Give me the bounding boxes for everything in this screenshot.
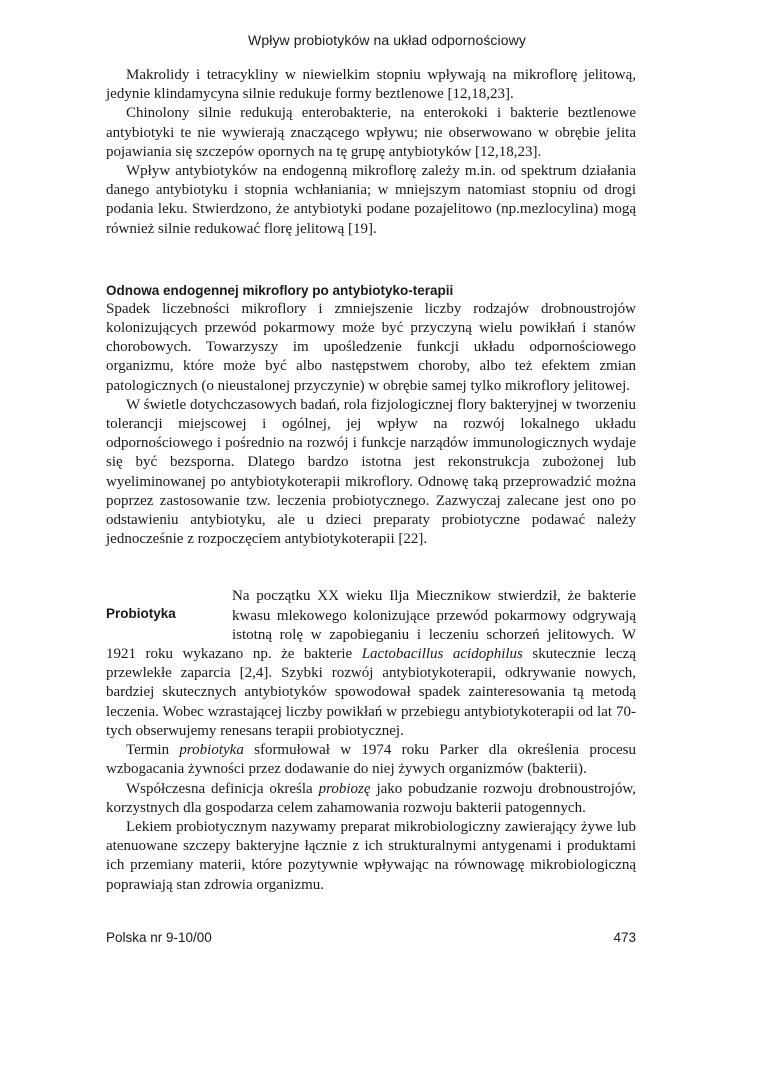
section-microflora-renewal bbox=[106, 281, 636, 550]
paragraph: Wpływ antybiotyków na endogenną mikroflorę zależy m.in. od spektrum działania danego antybiotyku i stopnia wchłaniania; w mniejszym natomiast stopniu od drogi podania leku. Stwierdzono, że antybiotyki podane pozajelitowo (np.mezlocylina) mogą również silnie redukować florę jelitową [19]. bbox=[106, 163, 636, 237]
species-name: Lactobacillus acidophilus bbox=[361, 646, 523, 663]
paragraph: W świetle dotychczasowych badań, rola fizjologicznej flory bakteryjnej w tworzeniu tolerancji miejscowej i ogólnej, jej wpływ na rozwój lokalnego układu odpornościowego i pośrednio na rozwój i funkcje narządów immunologicznych wydaje się być bezsporna. Dlatego bardzo istotna jest rekonstrukcja zubożonej lub wyeliminowanej po antybiotykoterapii mikroflory. Odnowę taką przeprowadzić można poprzez zastosowanie tzw. leczenia probiotycznego. Zazwyczaj zalecane jest ono po odstawieniu antybiotyku, ale u dzieci preparaty probiotyczne podawać należy jednocześnie z rozpoczęciem antybiotykoterapii [22]. bbox=[106, 396, 636, 548]
paragraph bbox=[106, 780, 636, 818]
paragraph bbox=[106, 741, 636, 779]
page-body bbox=[106, 66, 636, 895]
paragraph: Chinolony silnie redukują enterobakterie, na enterokoki i bakterie beztlenowe antybiotyki te nie wywierają znaczącego wpływu; nie obserwowano w obrębie jelita pojawiania się szczepów opornych na tę grupę antybiotyków [12,18,23]. bbox=[106, 105, 636, 160]
text-run: Współczesna definicja określa bbox=[126, 780, 319, 797]
paragraph: Lekiem probiotycznym nazywamy preparat mikrobiologiczny zawierający żywe lub atenuowane szczepy bakteryjne łącznie z ich strukturalnymi antygenami i produktami ich przemiany materii, które pozytywnie wpływając na równowagę mikrobiologiczną poprawiają stan zdrowia organizmu. bbox=[106, 818, 636, 893]
text-run: Na początku XX wieku Ilja Miecznikow stwierdził, że bakterie kwasu mlekowego kolonizujące przewód pokarmowy odgrywają istotną rolę w zapobieganiu i leczeniu schorzeń jelitowych. W 1921 roku wykazano np. że bakterie bbox=[106, 588, 636, 663]
section-heading: Probiotyka bbox=[106, 606, 176, 622]
running-header: Wpływ probiotyków na układ odpornościowy bbox=[248, 32, 526, 48]
section-antibiotics-effects bbox=[106, 66, 636, 239]
text-run: jako pobudzanie rozwoju drobnoustrojów, korzystnych dla gospodarza celem zahamowania rozwoju bakterii patogennych. bbox=[106, 780, 636, 816]
text-run: skutecznie leczą przewlekłe zaparcia [2,4]. Szybki rozwój antybiotykoterapii, odkrywanie nowych, bardziej skutecznych antybiotyków spowodował spadek zainteresowania tą metodą leczenia. Wobec wzrastającej liczby powikłań w przebiegu antybiotykoterapii od lat 70-tych obserwujemy renesans terapii probiotycznej. bbox=[106, 646, 636, 739]
section-probiotics bbox=[106, 587, 636, 894]
page-number: 473 bbox=[613, 930, 636, 945]
term: probiotyka bbox=[179, 742, 244, 759]
paragraph: Spadek liczebności mikroflory i zmniejszenie liczby rodzajów drobnoustrojów kolonizujących przewód pokarmowy może być przyczyną wielu powikłań i stanów chorobowych. Towarzyszy im upośledzenie funkcji układu odpornościowego organizmu, które może być albo następstwem choroby, albo też efektem zmian patologicznych (o nieustalonej przyczynie) w obrębie samej tylko mikroflory jelitowej. bbox=[106, 300, 636, 394]
journal-issue: Polska nr 9-10/00 bbox=[106, 930, 212, 945]
term: probiozę bbox=[318, 780, 371, 797]
text-run: sformułował w 1974 roku Parker dla określenia procesu wzbogacania żywności przez dodawanie do niej żywych organizmów (bakterii). bbox=[106, 742, 636, 778]
paragraph: Makrolidy i tetracykliny w niewielkim stopniu wpływają na mikroflorę jelitową, jedynie klindamycyna silnie redukuje formy beztlenowe [12,18,23]. bbox=[106, 67, 636, 103]
text-run: Termin bbox=[126, 742, 180, 759]
section-heading: Odnowa endogennej mikroflory po antybiotyko-terapii bbox=[106, 282, 454, 298]
